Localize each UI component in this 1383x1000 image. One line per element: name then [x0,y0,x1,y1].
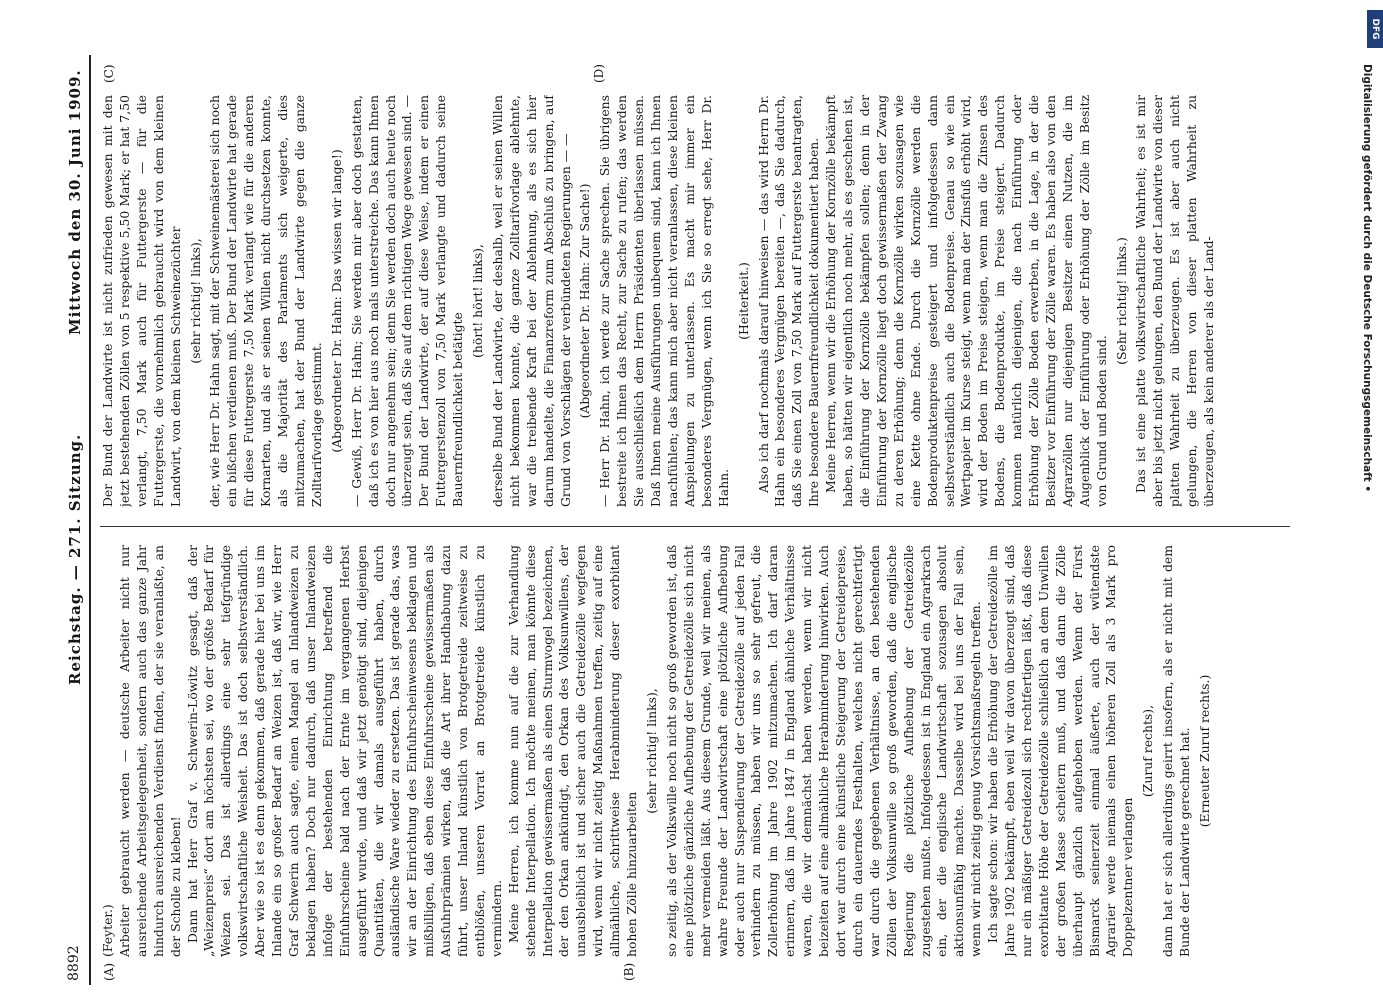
margin-marker-d: (D) [592,64,606,83]
paragraph: dann hat er sich allerdings geirrt insofern, als er nicht mit dem Bunde der Landwirte gerechnet hat. [1160,545,1193,957]
paragraph: Der Bund der Landwirte ist nicht zufrieden gewesen mit den jetzt bestehenden Zöllen von 5 respektive 5,50 Mark; er hat 7,50 verlangt, 7,50 Mark auch für Futtergerste — für die Futtergerste, die vornehmlich gebraucht wird von dem kleinen Landwirt, von dem kleinen Schweinezüchter [100,95,183,507]
paragraph: Meine Herren, ich komme nun auf die zur Verhandlung stehende Interpellation. Ich möchte meinen, man könnte diese Interpellation gewissermaßen als einen Sturmvogel bezeichnen, der den Orkan ankündigt, den Orkan des Volksunwillens, der unausbleiblich ist und sicher auch die Getreidezölle wegfegen wird, wenn wir nicht zeitig Maßnahmen treffen, zeitig auf eine allmähliche, schrittweise Herabminderung dieser exorbitant hohen Zölle hinzuarbeiten [505,545,640,957]
interjection: (Heiterkeit.) [735,262,751,340]
paragraph: derselbe Bund der Landwirte, der deshalb, weil er seinen Willen nicht bekommen konnte, die ganze Zolltarifvorlage ablehnte, war die treibende Kraft bei der Ablehnung, als es sich hier darum handelte, die Finanzreform zum Abschluß zu bringen, auf Grund von Vorschlägen der verbündeten Regierungen — — [489,95,573,507]
credit-text: Digitalisierung gefördert durch die Deutsche Forschungsgemeinschaft • [1361,64,1373,493]
interjection: (Abgeordneter Dr. Hahn: Zur Sache!) [577,183,593,419]
paragraph: so zeitig, als der Volkswille noch nicht so groß geworden ist, daß eine plötzliche gänzliche Aufhebung der Getreidezölle sich nicht mehr vermeiden läßt. Aus diesem Grunde, weil wir meinen, als wahre Freunde der Landwirtschaft eine plötzliche Aufhebung oder auch nur Suspendierung der Getreidezölle auf jeden Fall verhindern zu müssen, haben wir uns so sehr gefreut, die Zollerhöhung im Jahre 1902 mitzumachen. Ich darf daran erinnern, daß im Jahre 1847 in England ähnliche Verhältnisse waren, die wir demnächst haben werden, wenn wir nicht beizeiten auf eine allmähliche Herabminderung hinwirken. Auch dort war durch eine künstliche Steigerung der Getreidepreise, durch ein dauerndes Festhalten, welches nicht gerechtfertigt war durch die gegebenen Verhältnisse, an den bestehenden Zöllen der Volksunwille so groß geworden, daß die englische Regierung die plötzliche Aufhebung der Getreidezölle zugestehen mußte. Infolgedessen ist in England ein Agrarkrach ein, der die englische Landwirtschaft sozusagen absolut aktionsunfähig machte. Dasselbe wird bei uns der Fall sein, wenn wir nicht zeitig genug Vorsichtsmaßregeln treffen. [663,545,984,957]
paragraph: der, wie Herr Dr. Hahn sagt, mit der Schweinemästerei sich noch ein bißchen verdienen muß. Der Bund der Landwirte hat gerade für diese Futtergerste 7,50 Mark verlangt wie für die anderen Kornarten, und als er seinen Willen nicht durchsetzen konnte, als die Majorität des Parlaments sich weigerte, dies mitzumachen, hat der Bund der Landwirte gegen die ganze Zolltarifvorlage gestimmt. [207,95,324,507]
interjection: (Sehr richtig! links.) [1113,237,1129,365]
paragraph: Arbeiter gebraucht werden — deutsche Arbeiter nicht nur ausreichende Arbeitsgelegenheit, sondern auch das ganze Jahr hindurch ausreichenden Verdienst finden, der sie veranlaßte, an der Scholle zu kleben! [116,545,183,957]
page-header [62,55,92,985]
paragraph: Meine Herren, wenn wir die Erhöhung der Kornzölle bekämpft haben, so hätten wir eigentlich noch mehr, als es geschehen ist, die Einführung der Kornzölle bekämpfen sollen; denn in der Einführung der Kornzölle liegt doch gewissermaßen der Zwang zu deren Erhöhung; denn die Kornzölle wirken sozusagen wie eine Kette ohne Ende. Durch die Kornzölle werden die Bodenproduktenpreise gesteigert und infolgedessen dann selbstverständlich auch die Bodenpreise. Genau so wie ein Wertpapier im Kurse steigt, wenn man der Zinsfuß erhöht wird, wird der Boden im Preise steigen, wenn man die Zinsen des Bodens, die Bodenprodukte, im Preise steigert. Dadurch kommen natürlich diejenigen, die nach Einführung oder Erhöhung der Zölle Boden erwerben, in die Lage, in der die Besitzer vor Einführung der Zölle waren. Es haben also von den Agrarzöllen nur diejenigen Besitzer einen Nutzen, die im Augenblick der Einführung oder Erhöhung der Zölle im Besitz von Grund und Boden sind. [823,95,1109,507]
paragraph: Das ist eine platte volkswirtschaftliche Wahrheit; es ist mir aber bis jetzt nicht gelungen, den Bund der Landwirte von dieser platten Wahrheit zu überzeugen. Es ist aber auch nicht gelungen, die Herren von dieser platten Wahrheit zu überzeugen, als kein anderer als der Land- [1133,95,1217,507]
interjection: (hört! hört! links), [470,244,486,358]
margin-marker-b: (B) [622,962,636,981]
interjection: (sehr richtig! links), [187,238,203,364]
session-title: Reichstag. — 271. Sitzung. [66,433,84,685]
dfg-logo [1367,10,1383,48]
margin-marker-c: (C) [102,64,116,83]
page-number: 8892 [66,945,82,981]
interjection: (Zuruf rechts), [1140,704,1156,798]
paragraph: Also ich darf nochmals darauf hinweisen — das wird Herrn Dr. Hahn ein besonderes Vergnügen bereiten —, daß Sie dadurch, daß Sie einen Zoll von 7,50 Mark auf Futtergerste beantragten, Ihre besondere Bauernfreundlichkeit dokumentiert haben. [755,95,822,507]
margin-marker-a: (A) [102,962,116,981]
paragraph: — Herr Dr. Hahn, ich werde zur Sache sprechen. Sie übrigens bestreite ich Ihnen das Recht, zur Sache zu rufen; das werden Sie ausschließlich dem Herrn Präsidenten überlassen müssen. Daß Ihnen meine Ausführungen unbequem sind, kann ich Ihnen nachfühlen; das kann mich aber nicht veranlassen, diese kleinen Anspielungen zu unterlassen. Es macht mir immer ein besonderes Vergnügen, wenn ich Sie so erregt sehe, Herr Dr. Hahn. [597,95,731,507]
left-text-column [100,545,1320,957]
right-text-column [100,95,1320,507]
speaker-tag: (Feyter.) [100,904,115,957]
paragraph: Ich sagte schon: wir haben die Erhöhung der Getreidezölle im Jahre 1902 bekämpft, eben weil wir davon überzeugt sind, daß nur ein mäßiger Getreidezoll sich rechtfertigen läßt, daß diese exorbitante Höhe der Getreidezölle schließlich an dem Unwillen der großen Masse scheitern muß, und daß dann die Zölle überhaupt gänzlich aufgehoben werden. Wenn der Fürst Bismarck seinerzeit einmal äußerte, auch der wütendste Agrarier werde niemals einen höheren Zoll als 3 Mark pro Doppelzentner verlangen [985,545,1136,957]
digitization-credit [1355,64,1377,824]
paragraph: — Gewiß, Herr Dr. Hahn; Sie werden mir aber doch gestatten, daß ich es von hier aus noch mals unterstreiche. Das kann Ihnen doch nur angenehm sein; denn Sie werden doch auch heute noch überzeugt sein, daß Sie auf dem richtigen Wege gewesen sind. — Der Bund der Landwirte, der auf diese Weise, indem er einen Futtergerstenzoll von 7,50 Mark verlangte und dadurch seine Bauernfreundlichkeit betätigte [348,95,466,507]
dfg-logo-text: DFG [1370,18,1380,40]
column-divider [100,526,1290,527]
interjection: (sehr richtig! links), [644,688,659,814]
paragraph: Dann hat Herr Graf v. Schwerin-Löwitz gesagt, daß der „Weizenpreis“ dort am höchsten sei, wo der größte Bedarf für Weizen sei. Das ist allerdings eine sehr tiefgründige volkswirtschaftliche Weisheit. Das ist doch selbstverständlich. Aber wie so ist es denn gekommen, daß gerade hier bei uns im Inlande ein so großer Bedarf an Weizen ist, daß wir, wie Herr Graf Schwerin auch sagte, einen Mangel an Inlandweizen zu beklagen haben? Doch nur dadurch, daß unser Inlandweizen infolge der bestehenden Einrichtung betreffend die Einfuhrscheine bald nach der Ernte im vergangenen Herbst ausgeführt wurde, und daß wir jetzt genötigt sind, diejenigen Quantitäten, die wir damals ausgeführt haben, durch ausländische Ware wieder zu ersetzen. Das ist gerade das, was wir an der Einrichtung des Einfuhrscheinwesens beklagen und mißbilligen, daß eben diese Einfuhrscheine gewissermaßen als Ausfuhrprämien wirken, daß die Art ihrer Handhabung dazu führt, unser Inland künstlich von Brotgetreide zeitweise zu entblößen, unseren Vorrat an Brotgetreide künstlich zu vermindern. [184,545,504,957]
session-date: Mittwoch den 30. Juni 1909. [66,69,84,335]
interjection: (Erneuter Zuruf rechts.) [1197,674,1212,828]
interjection: (Abgeordneter Dr. Hahn: Das wissen wir lange!) [328,149,344,453]
rotated-newspaper-page [62,55,1352,985]
header-rule [89,55,91,985]
